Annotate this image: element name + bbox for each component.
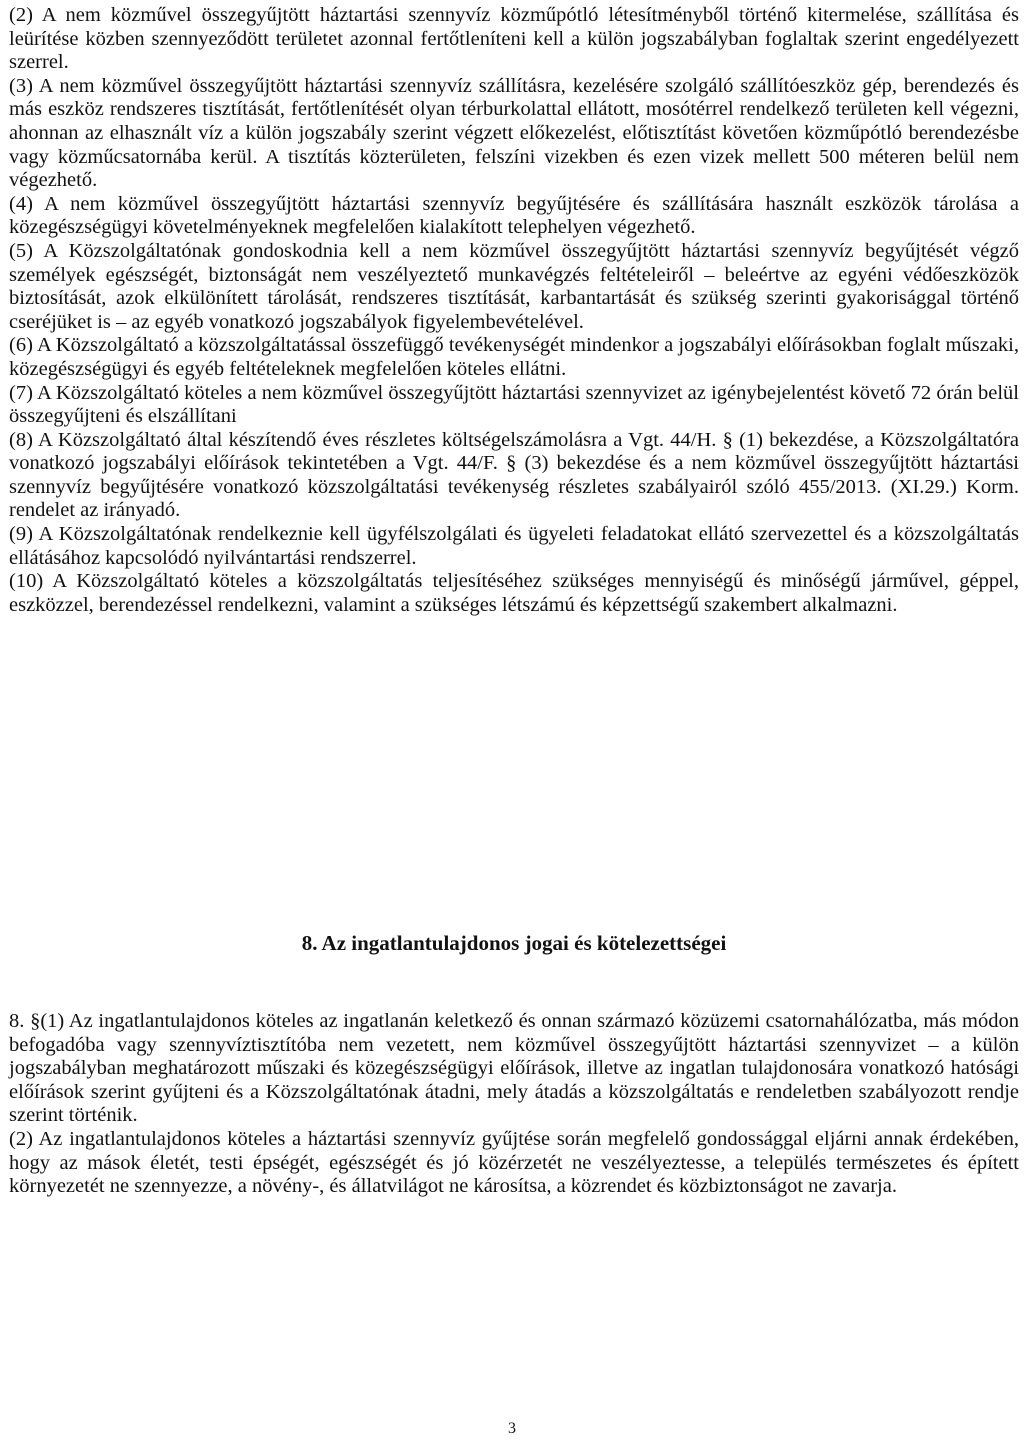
section-8-paragraph-1: 8. §(1) Az ingatlantulajdonos köteles az ingatlanán keletkező és onnan származó közüzemi csatornahálózatba, más módon befogadóba vagy szennyvíztisztítóba nem vezetett, nem közművel összegyűjtött háztartási szennyvizet – a külön jogszabályban meghatározott műszaki és közegészségügyi előírások, illetve az ingatlan tulajdonosára vonatkozó hatósági előírások szerint gyűjteni és a Közszolgáltatónak átadni, mely átadás a közszolgáltatás e rendeletben szabályozott rendje szerint történik. xyxy=(9,1010,1019,1127)
page-number: 3 xyxy=(508,1420,516,1437)
paragraph-4: (4) A nem közművel összegyűjtött háztartási szennyvíz begyűjtésére és szállítására használt eszközök tárolása a közegészségügyi követelményeknek megfelelően kialakított telephelyen végezhető. xyxy=(9,192,1019,239)
paragraph-3: (3) A nem közművel összegyűjtött háztartási szennyvíz szállításra, kezelésére szolgáló szállítóeszköz gép, berendezés és más eszköz rendszeres tisztítását, fertőtlenítését olyan térburkolattal ellátott, mosótérrel rendelkező területen kell végezni, ahonnan az elhasznált víz a külön jogszabály szerint végzett előkezelést, előtisztítást követően közműpótló berendezésbe vagy közműcsatornába kerül. A tisztítás közterületen, felszíni vizekben és ezen vizek mellett 500 méteren belül nem végezhető. xyxy=(9,74,1019,192)
section-8 xyxy=(9,1010,1019,1199)
paragraph-5: (5) A Közszolgáltatónak gondoskodnia kell a nem közművel összegyűjtött háztartási szennyvíz begyűjtését végző személyek egészségét, biztonságát nem veszélyeztető munkavégzés feltételeiről – beleértve az egyéni védőeszközök biztosítását, azok elkülönített tárolását, rendszeres tisztítását, karbantartását és szükség szerinti gyakorisággal történő cseréjüket is – az egyéb vonatkozó jogszabályok figyelembevételével. xyxy=(9,239,1019,333)
section-8-paragraph-2: (2) Az ingatlantulajdonos köteles a háztartási szennyvíz gyűjtése során megfelelő gondossággal eljárni annak érdekében, hogy az mások életét, testi épségét, egészségét és jó közérzetét ne veszélyeztesse, a település természetes és épített környezetét ne szennyezze, a növény-, és állatvilágot ne károsítsa, a közrendet és közbiztonságot ne zavarja. xyxy=(9,1127,1019,1198)
paragraph-2: (2) A nem közművel összegyűjtött háztartási szennyvíz közműpótló létesítményből történő kitermelése, szállítása és leürítése közben szennyeződött területet azonnal fertőtleníteni kell a külön jogszabályban foglaltak szerint engedélyezett szerrel. xyxy=(9,4,1019,74)
paragraph-9: (9) A Közszolgáltatónak rendelkeznie kell ügyfélszolgálati és ügyeleti feladatokat ellátó szervezettel és a közszolgáltatás ellátásához kapcsolódó nyilvántartási rendszerrel. xyxy=(9,523,1019,569)
paragraph-8: (8) A Közszolgáltató által készítendő éves részletes költségelszámolásra a Vgt. 44/H. § (1) bekezdése, a Közszolgáltatóra vonatkozó jogszabályi előírások tekintetében a Vgt. 44/F. § (3) bekezdése és a nem közművel összegyűjtött háztartási szennyvíz begyűjtésére vonatkozó közszolgáltatási tevékenység részletes szabályairól szóló 455/2013. (XI.29.) Korm. rendelet az irányadó. xyxy=(9,428,1019,522)
section-heading: 8. Az ingatlantulajdonos jogai és kötelezettségei xyxy=(301,931,727,955)
document-page xyxy=(9,4,1019,1198)
paragraph-10: (10) A Közszolgáltató köteles a közszolgáltatás teljesítéséhez szükséges mennyiségű és minőségű járművel, géppel, eszközzel, berendezéssel rendelkezni, valamint a szükséges létszámú és képzettségű szakembert alkalmazni. xyxy=(9,570,1019,616)
section-7-continued xyxy=(9,4,1019,617)
paragraph-7: (7) A Közszolgáltató köteles a nem közművel összegyűjtött háztartási szennyvizet az igénybejelentést követő 72 órán belül összegyűjteni és elszállítani xyxy=(9,381,1019,428)
paragraph-6: (6) A Közszolgáltató a közszolgáltatással összefüggő tevékenységét mindenkor a jogszabályi előírásokban foglalt műszaki, közegészségügyi és egyéb feltételeknek megfelelően köteles ellátni. xyxy=(9,334,1019,380)
